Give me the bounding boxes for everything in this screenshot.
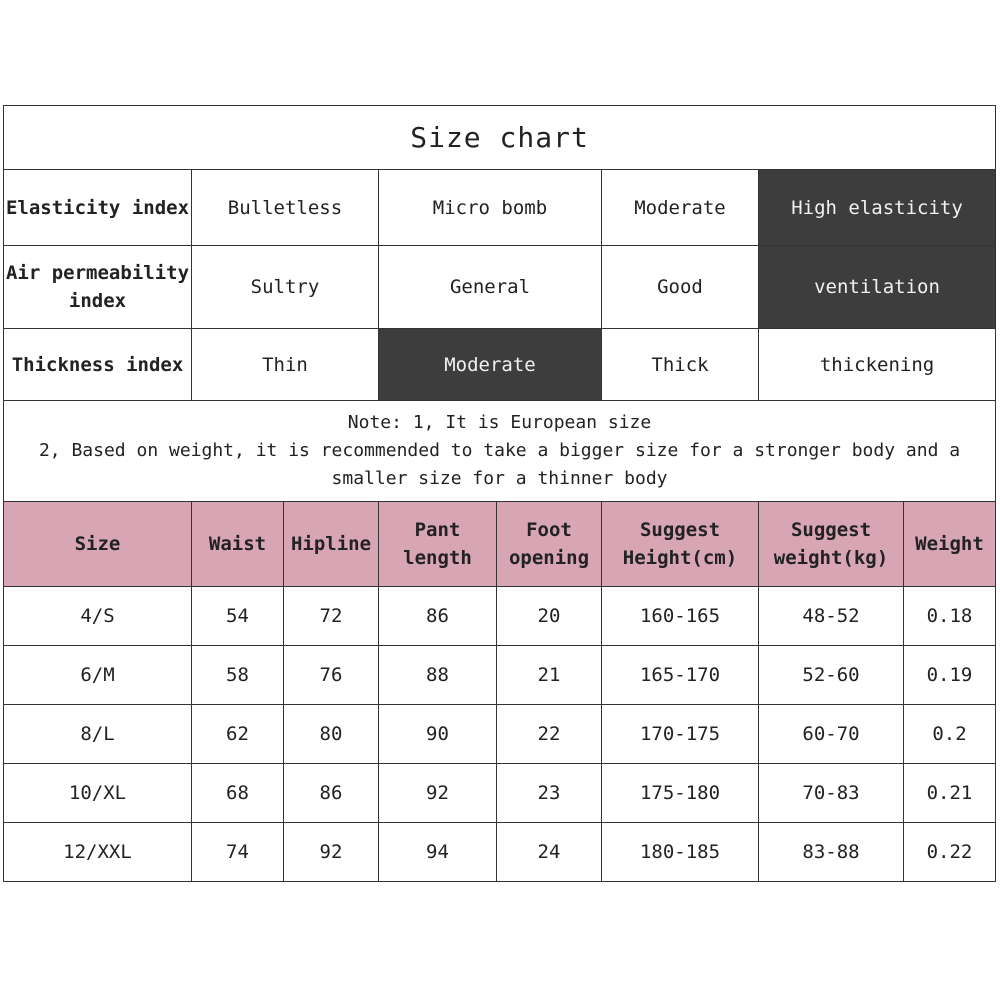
header-cell: Size bbox=[4, 501, 192, 586]
table-cell: 92 bbox=[284, 822, 379, 881]
table-row bbox=[4, 822, 996, 881]
table-cell: 170-175 bbox=[602, 704, 759, 763]
elasticity-option: Bulletless bbox=[192, 170, 379, 246]
air-permeability-row bbox=[4, 246, 996, 329]
elasticity-option: Moderate bbox=[602, 170, 759, 246]
elasticity-option: Micro bomb bbox=[379, 170, 602, 246]
header-cell: Pant length bbox=[379, 501, 497, 586]
thickness-option: Thin bbox=[192, 329, 379, 401]
size-note bbox=[4, 401, 996, 502]
table-cell: 12/XXL bbox=[4, 822, 192, 881]
chart-title: Size chart bbox=[4, 106, 996, 170]
table-cell: 72 bbox=[284, 586, 379, 645]
table-cell: 0.19 bbox=[904, 645, 996, 704]
table-cell: 10/XL bbox=[4, 763, 192, 822]
size-table-header bbox=[4, 501, 996, 586]
table-cell: 52-60 bbox=[759, 645, 904, 704]
elasticity-row bbox=[4, 170, 996, 246]
table-cell: 94 bbox=[379, 822, 497, 881]
thickness-row bbox=[4, 329, 996, 401]
air-permeability-option-selected: ventilation bbox=[759, 246, 996, 329]
table-cell: 68 bbox=[192, 763, 284, 822]
elasticity-label: Elasticity index bbox=[4, 170, 192, 246]
header-cell: Weight bbox=[904, 501, 996, 586]
thickness-option: Thick bbox=[602, 329, 759, 401]
size-table bbox=[3, 501, 996, 882]
table-cell: 80 bbox=[284, 704, 379, 763]
table-cell: 86 bbox=[379, 586, 497, 645]
table-cell: 24 bbox=[497, 822, 602, 881]
air-permeability-option: General bbox=[379, 246, 602, 329]
table-cell: 6/M bbox=[4, 645, 192, 704]
table-row bbox=[4, 763, 996, 822]
elasticity-option-selected: High elasticity bbox=[759, 170, 996, 246]
note-line-1: Note: 1, It is European size bbox=[347, 412, 652, 433]
table-cell: 0.21 bbox=[904, 763, 996, 822]
table-cell: 22 bbox=[497, 704, 602, 763]
header-cell: Suggest Height(cm) bbox=[602, 501, 759, 586]
table-cell: 165-170 bbox=[602, 645, 759, 704]
table-cell: 175-180 bbox=[602, 763, 759, 822]
table-cell: 90 bbox=[379, 704, 497, 763]
table-cell: 4/S bbox=[4, 586, 192, 645]
table-cell: 0.18 bbox=[904, 586, 996, 645]
table-cell: 86 bbox=[284, 763, 379, 822]
table-cell: 88 bbox=[379, 645, 497, 704]
table-cell: 20 bbox=[497, 586, 602, 645]
table-cell: 0.22 bbox=[904, 822, 996, 881]
thickness-label: Thickness index bbox=[4, 329, 192, 401]
header-cell: Foot opening bbox=[497, 501, 602, 586]
table-cell: 21 bbox=[497, 645, 602, 704]
air-permeability-option: Sultry bbox=[192, 246, 379, 329]
air-permeability-label: Air permeability index bbox=[4, 246, 192, 329]
table-row bbox=[4, 645, 996, 704]
table-cell: 83-88 bbox=[759, 822, 904, 881]
size-chart-sheet bbox=[3, 105, 995, 882]
table-cell: 76 bbox=[284, 645, 379, 704]
size-table-body bbox=[4, 586, 996, 881]
thickness-option-selected: Moderate bbox=[379, 329, 602, 401]
table-cell: 54 bbox=[192, 586, 284, 645]
table-cell: 23 bbox=[497, 763, 602, 822]
header-cell: Hipline bbox=[284, 501, 379, 586]
table-cell: 74 bbox=[192, 822, 284, 881]
air-permeability-option: Good bbox=[602, 246, 759, 329]
thickness-option: thickening bbox=[759, 329, 996, 401]
table-cell: 160-165 bbox=[602, 586, 759, 645]
table-cell: 60-70 bbox=[759, 704, 904, 763]
table-cell: 48-52 bbox=[759, 586, 904, 645]
table-cell: 62 bbox=[192, 704, 284, 763]
table-cell: 180-185 bbox=[602, 822, 759, 881]
table-cell: 8/L bbox=[4, 704, 192, 763]
table-row bbox=[4, 586, 996, 645]
table-row bbox=[4, 704, 996, 763]
header-cell: Suggest weight(kg) bbox=[759, 501, 904, 586]
table-cell: 0.2 bbox=[904, 704, 996, 763]
table-cell: 58 bbox=[192, 645, 284, 704]
table-cell: 92 bbox=[379, 763, 497, 822]
property-table bbox=[3, 105, 996, 502]
table-cell: 70-83 bbox=[759, 763, 904, 822]
header-cell: Waist bbox=[192, 501, 284, 586]
note-line-2: 2, Based on weight, it is recommended to take a bigger size for a stronger body and a smaller size for a thinner body bbox=[38, 440, 961, 489]
